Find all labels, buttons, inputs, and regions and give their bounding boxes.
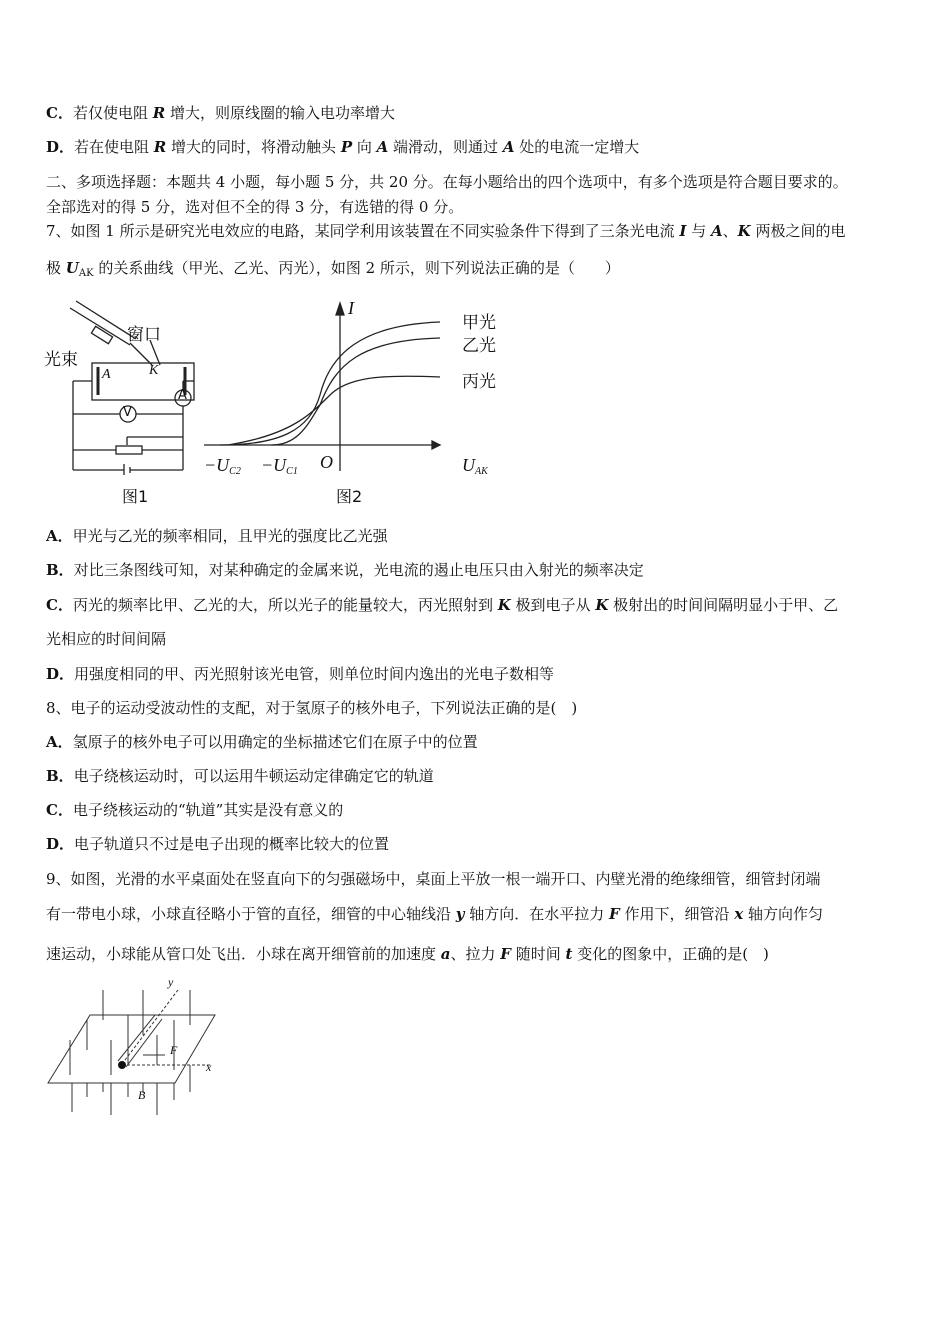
text-line (46, 220, 845, 241)
text-line (46, 943, 769, 964)
text-segment: 、拉力 (450, 945, 501, 963)
text-line (46, 257, 620, 279)
text-segment: 作用下，细管沿 (619, 905, 735, 923)
text-segment: 电子轨道只不过是电子出现的概率比较大的位置 (74, 835, 390, 853)
text-segment: t (565, 945, 573, 963)
uc1-text: −U (261, 455, 287, 475)
text-segment: 氢原子的核外电子可以用确定的坐标描述它们在原子中的位置 (72, 733, 478, 751)
text-segment: 8、电子的运动受波动性的支配，对于氢原子的核外电子，下列说法正确的是( ) (46, 699, 578, 717)
curve-yi-label: 乙光 (462, 336, 496, 356)
text-segment: K (497, 596, 511, 614)
text-segment: 的关系曲线（甲光、乙光、丙光），如图 2 所示，则下列说法正确的是（ ） (93, 259, 620, 277)
text-segment: C． (46, 104, 73, 122)
x-axis-sub: AK (475, 466, 488, 477)
text-segment: F (500, 945, 511, 963)
text-line (46, 559, 644, 580)
text-segment: 极到电子从 (510, 596, 596, 614)
text-segment: R (153, 138, 167, 156)
text-segment: 轴方向作匀 (743, 905, 823, 923)
text-segment: A． (46, 733, 73, 751)
curve-bing-label: 丙光 (462, 372, 496, 392)
text-segment: 处的电流一定增大 (514, 138, 640, 156)
text-segment: 丙光的频率比甲、乙光的大，所以光子的能量较大，丙光照射到 (72, 596, 498, 614)
text-segment: 7、如图 1 所示是研究光电效应的电路，某同学利用该装置在不同实验条件下得到了三条光电流 (46, 222, 680, 240)
text-line (46, 731, 478, 752)
text-segment: 两极之间的电 (750, 222, 846, 240)
text-segment: 电子绕核运动时，可以运用牛顿运动定律确定它的轨道 (73, 767, 434, 785)
voltmeter-label: V (123, 405, 132, 420)
field-label: B (138, 1088, 146, 1102)
text-segment: 极射出的时间间隔明显小于甲、乙 (608, 596, 839, 614)
text-segment: D． (46, 665, 75, 683)
uc1-sub: C1 (286, 466, 298, 477)
text-segment: 电子绕核运动的“轨道”其实是没有意义的 (72, 801, 344, 819)
text-segment: B． (46, 767, 74, 785)
x-axis-text: U (462, 455, 475, 475)
text-segment: A． (46, 527, 73, 545)
x-axis-label: x (206, 1060, 212, 1074)
text-line (46, 196, 463, 217)
text-segment: a (440, 945, 451, 963)
text-segment: AK (78, 268, 94, 279)
text-segment: x (734, 905, 744, 923)
text-line (46, 628, 166, 649)
text-segment: 与 (686, 222, 711, 240)
text-segment: y (455, 905, 465, 923)
uc2-label (204, 455, 241, 477)
text-segment: C． (46, 596, 73, 614)
text-segment: 甲光与乙光的频率相同，且甲光的强度比乙光强 (72, 527, 388, 545)
window-label: 窗口 (127, 325, 161, 345)
text-segment: 若在使电阻 (74, 138, 154, 156)
text-segment: 有一带电小球，小球直径略小于管的直径，细管的中心轴线沿 (46, 905, 456, 923)
force-label: F (170, 1043, 178, 1057)
text-line (46, 833, 389, 854)
uc1-label (261, 455, 298, 477)
text-segment: A (502, 138, 515, 156)
text-line (46, 697, 577, 718)
text-line (46, 102, 395, 123)
text-segment: U (65, 259, 79, 277)
text-segment: A (376, 138, 389, 156)
text-segment: K (595, 596, 609, 614)
y-axis-label: I (348, 298, 354, 318)
text-segment: R (152, 104, 166, 122)
text-segment: C． (46, 801, 73, 819)
text-segment: 向 (352, 138, 377, 156)
text-segment: F (609, 905, 620, 923)
text-segment: 、 (722, 222, 738, 240)
uc2-text: −U (204, 455, 230, 475)
text-line (46, 663, 554, 684)
text-segment: 极 (46, 259, 66, 277)
text-segment: 若仅使电阻 (72, 104, 153, 122)
x-axis-label (462, 455, 488, 477)
figure-1-caption: 图1 (122, 487, 149, 506)
origin-label: O (320, 452, 333, 472)
text-segment: 随时间 (510, 945, 566, 963)
text-segment: I (679, 222, 687, 240)
text-segment: 用强度相同的甲、丙光照射该光电管，则单位时间内逸出的光电子数相等 (74, 665, 555, 683)
uc2-sub: C2 (229, 466, 241, 477)
figure-2-caption: 图2 (336, 487, 363, 506)
text-segment: 端滑动，则通过 (388, 138, 503, 156)
text-line (46, 136, 639, 157)
text-segment: A (710, 222, 723, 240)
text-segment: 全部选对的得 5 分，选对但不全的得 3 分，有选错的得 0 分。 (46, 198, 464, 216)
text-line (46, 594, 838, 615)
ammeter-label: A (178, 388, 187, 403)
circuit-diagram (40, 295, 200, 475)
text-segment: 二、多项选择题：本题共 4 小题，每小题 5 分，共 20 分。在每小题给出的四个选项中，有多个选项是符合题目要求的。 (46, 173, 848, 191)
text-segment: 9、如图，光滑的水平桌面处在竖直向下的匀强磁场中，桌面上平放一根一端开口、内壁光滑的绝缘细管，细管封闭端 (46, 870, 821, 888)
text-segment: P (340, 138, 353, 156)
text-segment: 增大，则原线圈的输入电功率增大 (165, 104, 395, 122)
text-segment: 光相应的时间间隔 (46, 630, 167, 648)
text-segment: 增大的同时，将滑动触头 (166, 138, 341, 156)
beam-label: 光束 (44, 350, 78, 370)
y-axis-label: y (168, 975, 174, 989)
text-segment: K (737, 222, 751, 240)
text-line (46, 903, 823, 924)
curve-jia-label: 甲光 (462, 313, 496, 333)
text-segment: D． (46, 835, 75, 853)
text-segment: B． (46, 561, 74, 579)
text-line (46, 868, 821, 889)
text-segment: 变化的图象中，正确的是( ) (572, 945, 769, 963)
text-line (46, 525, 388, 546)
anode-label: A (102, 367, 111, 382)
text-line (46, 799, 343, 820)
text-segment: D． (46, 138, 75, 156)
text-segment: 对比三条图线可知，对某种确定的金属来说，光电流的遏止电压只由入射光的频率决定 (73, 561, 644, 579)
text-segment: 轴方向．在水平拉力 (464, 905, 610, 923)
text-segment: 速运动，小球能从管口处飞出．小球在离开细管前的加速度 (46, 945, 441, 963)
text-line (46, 765, 434, 786)
cathode-label: K (149, 363, 159, 378)
text-line (46, 171, 848, 192)
